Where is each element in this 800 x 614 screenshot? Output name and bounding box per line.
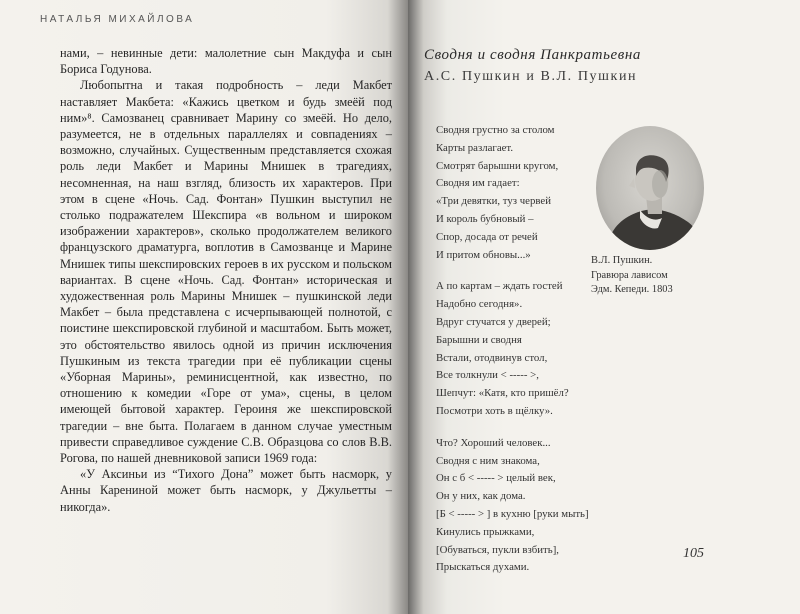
paragraph: нами, – невинные дети: малолетние сын Макдуфа и сын Бориса Годунова. <box>60 46 392 77</box>
poem-line: Карты разлагает. <box>436 141 514 154</box>
paragraph: Любопытна и такая подробность – леди Макбет наставляет Макбета: «Кажись цветком и будь змеёй под ним»⁸. Самозванец сравнивает Марину со змеёй. Но дело, разумеется, не в отдельных параллелях и совпадениях – возможно, случайных. Существенным представляется схожая роль леди Макбет и Марины Мнишек в трагедиях, несомненная, на наш взгляд, близость их характеров. При этом в сцене «Ночь. Сад. Фонтан» Пушкин выступил не столько подражателем Шекспира «в вольном и широком изображении характеров», сколько продолжателем великого французского драматурга, воплотив в Самозванце и Марине Мнишек типы шекспировских героев в их русском и польском вариантах. В сцене «Ночь. Сад. Фонтан» историческая и художественная роль Марины Мнишек – пушкинской леди Макбет – была представлена с исчерпывающей полнотой, с поистине шекспировской глубиной и масштабом. Быть может, это обстоятельство явилось одной из причин исключения Пушкиным из текста трагедии при её публикации сцены «Уборная Марины», реминисцентной, как известно, по отношению к комедии «Горе от ума», сцены, в целом имеющей бытовой характер. Героиня же шекспировской трагедии – вне быта. Полагаем в данном случае уместным привести справедливое суждение С.В. Образцова со слов В.В. Рогова, по нашей дневниковой записи 1969 года: <box>60 78 392 466</box>
section-title: Сводня и сводня Панкратьевна <box>424 47 642 63</box>
quote-paragraph: «У Аксиньи из “Тихого Дона” может быть насморк, у Анны Карениной может быть насморк, у Джульетты – никогда». <box>60 467 392 514</box>
poem-line: Прыскаться духами. <box>436 561 530 574</box>
running-head: НАТАЛЬЯ МИХАЙЛОВА <box>40 14 195 25</box>
poem-line: Шепчут: «Катя, кто пришёл? <box>436 387 569 400</box>
poem-line: Сводня с ним знакома, <box>436 454 540 467</box>
poem-line: Смотрят барышни кругом, <box>436 159 559 172</box>
poem-line: Что? Хороший человек... <box>436 436 551 449</box>
caption-line: Эдм. Кепеди. 1803 <box>591 284 673 296</box>
poem-stanza <box>436 122 606 264</box>
poem-line: И король бубновый – <box>436 212 534 225</box>
poem-line: [Б < ----- > ] в кухню [руки мыть] <box>436 507 589 520</box>
poem-line: Барышни и сводня <box>436 333 522 346</box>
page-number: 105 <box>683 546 704 561</box>
poem-line: Сводня им гадает: <box>436 177 520 190</box>
poem-line: И притом обновы...» <box>436 248 531 261</box>
poem-line: Посмотри хоть в щёлку». <box>436 404 553 417</box>
poem-line: Встали, отодвинув стол, <box>436 351 548 364</box>
poem-line: А по картам – ждать гостей <box>436 280 563 293</box>
poem-line: Надобно сегодня». <box>436 298 523 311</box>
poem-line: [Обуваться, пукли взбить], <box>436 543 559 556</box>
poem-line: Сводня грустно за столом <box>436 124 555 136</box>
section-authors: А.С. Пушкин и В.Л. Пушкин <box>424 69 638 84</box>
poem-line: Все толкнули < ----- >, <box>436 369 539 382</box>
portrait-caption <box>591 254 731 298</box>
poem-line: Кинулись прыжками, <box>436 525 535 538</box>
poem-line: Он у них, как дома. <box>436 490 526 503</box>
body-text <box>60 45 392 515</box>
poem <box>436 122 606 591</box>
poem-line: «Три девятки, туз червей <box>436 195 551 208</box>
portrait-figure-icon <box>596 126 704 250</box>
poem-line: Он с б < ----- > целый век, <box>436 472 556 485</box>
caption-line: В.Л. Пушкин. <box>591 255 653 266</box>
poem-line: Спор, досада от речей <box>436 230 538 243</box>
caption-line: Гравюра лависом <box>591 269 668 281</box>
poem-line: Вдруг стучатся у дверей; <box>436 315 551 328</box>
portrait-engraving <box>596 126 704 250</box>
poem-stanza <box>436 278 606 420</box>
poem-stanza <box>436 435 606 577</box>
